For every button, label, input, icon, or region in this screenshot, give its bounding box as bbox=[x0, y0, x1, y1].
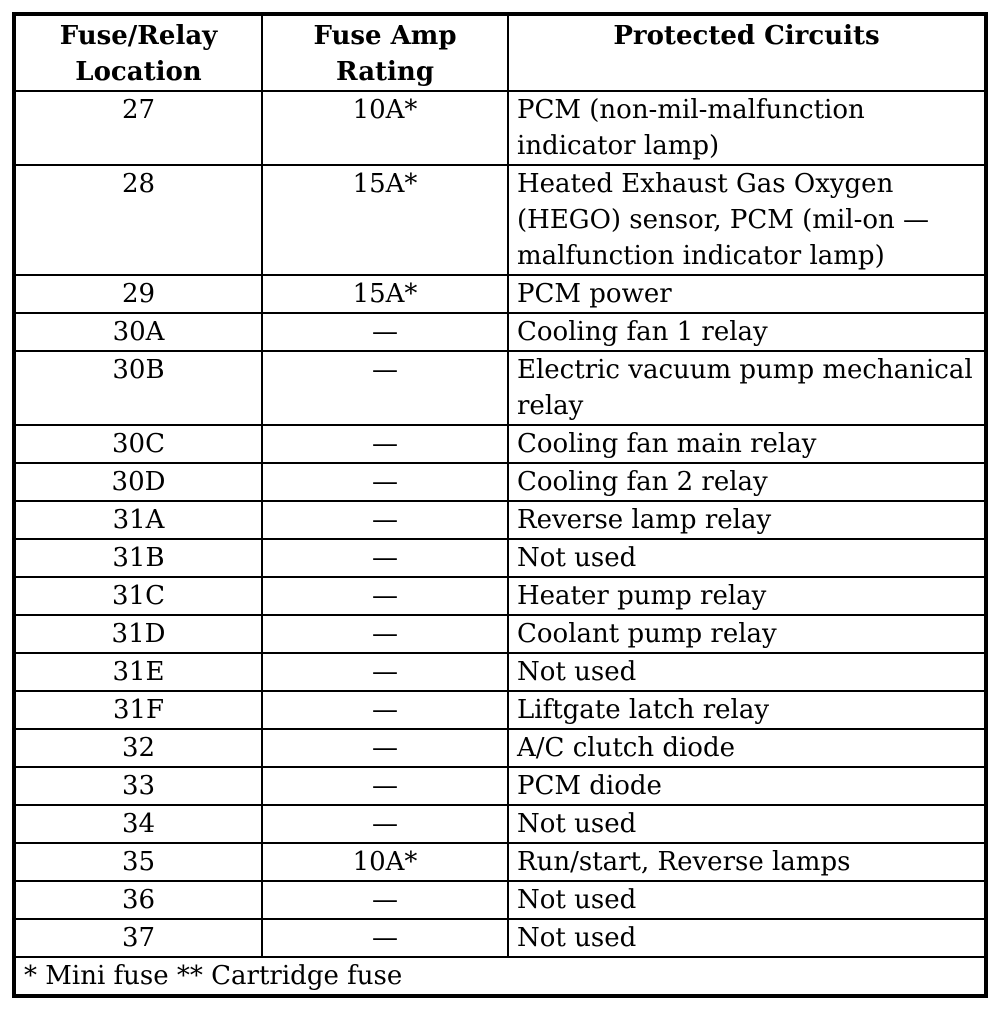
table-row bbox=[14, 615, 986, 653]
protected-circuits-cell bbox=[508, 691, 986, 729]
circuit-text-line: Cooling fan main relay bbox=[517, 429, 817, 459]
fuse-location-cell: 31D bbox=[14, 615, 262, 653]
amp-rating-cell: — bbox=[262, 919, 508, 957]
circuit-text-line: PCM diode bbox=[517, 771, 662, 801]
fuse-location-cell: 30D bbox=[14, 463, 262, 501]
circuit-text-line: PCM power bbox=[517, 279, 672, 309]
circuit-text-line: indicator lamp) bbox=[517, 131, 720, 161]
circuit-text-line: Not used bbox=[517, 543, 637, 573]
amp-rating-cell: — bbox=[262, 881, 508, 919]
header-amp-line2: Rating bbox=[335, 57, 435, 87]
table-row bbox=[14, 805, 986, 843]
circuit-text-line: Cooling fan 1 relay bbox=[517, 317, 768, 347]
table-row bbox=[14, 463, 986, 501]
header-amp-line1: Fuse Amp bbox=[313, 21, 457, 51]
fuse-location-cell: 29 bbox=[14, 275, 262, 313]
fuse-location-cell: 37 bbox=[14, 919, 262, 957]
fuse-location-cell: 36 bbox=[14, 881, 262, 919]
circuit-text-line: (HEGO) sensor, PCM (mil-on — bbox=[517, 205, 930, 235]
circuit-text-line: relay bbox=[517, 391, 584, 421]
circuit-text-line: Not used bbox=[517, 923, 637, 953]
protected-circuits-cell bbox=[508, 463, 986, 501]
header-location-line1: Fuse/Relay bbox=[59, 21, 218, 51]
table-row bbox=[14, 313, 986, 351]
table-row bbox=[14, 729, 986, 767]
protected-circuits-cell bbox=[508, 653, 986, 691]
header-circuits-label: Protected Circuits bbox=[613, 21, 880, 51]
amp-rating-cell: 15A* bbox=[262, 275, 508, 313]
circuit-text-line: Run/start, Reverse lamps bbox=[517, 847, 851, 877]
table-row bbox=[14, 501, 986, 539]
table-header bbox=[14, 14, 986, 91]
fuse-location-cell: 31F bbox=[14, 691, 262, 729]
amp-rating-cell: — bbox=[262, 313, 508, 351]
protected-circuits-cell bbox=[508, 881, 986, 919]
header-row bbox=[14, 14, 986, 91]
protected-circuits-cell bbox=[508, 767, 986, 805]
fuse-location-cell: 34 bbox=[14, 805, 262, 843]
table-row bbox=[14, 919, 986, 957]
footnote-row bbox=[14, 957, 986, 996]
protected-circuits-cell bbox=[508, 313, 986, 351]
amp-rating-cell: — bbox=[262, 805, 508, 843]
amp-rating-cell: — bbox=[262, 653, 508, 691]
circuit-text-line: A/C clutch diode bbox=[517, 733, 735, 763]
table-row bbox=[14, 843, 986, 881]
footnote: * Mini fuse ** Cartridge fuse bbox=[14, 957, 986, 996]
fuse-relay-table bbox=[12, 12, 988, 998]
fuse-location-cell: 33 bbox=[14, 767, 262, 805]
amp-rating-cell: — bbox=[262, 425, 508, 463]
fuse-location-cell: 28 bbox=[14, 165, 262, 275]
table-row bbox=[14, 351, 986, 425]
header-protected-circuits bbox=[508, 14, 986, 91]
fuse-location-cell: 31C bbox=[14, 577, 262, 615]
header-location bbox=[14, 14, 262, 91]
header-location-line2: Location bbox=[75, 57, 202, 87]
protected-circuits-cell bbox=[508, 351, 986, 425]
table-row bbox=[14, 165, 986, 275]
protected-circuits-cell bbox=[508, 577, 986, 615]
table-row bbox=[14, 577, 986, 615]
fuse-location-cell: 31A bbox=[14, 501, 262, 539]
circuit-text-line: Heater pump relay bbox=[517, 581, 767, 611]
fuse-location-cell: 30A bbox=[14, 313, 262, 351]
circuit-text-line: Coolant pump relay bbox=[517, 619, 777, 649]
amp-rating-cell: 10A* bbox=[262, 91, 508, 165]
protected-circuits-cell bbox=[508, 615, 986, 653]
circuit-text-line: Heated Exhaust Gas Oxygen bbox=[517, 169, 894, 199]
circuit-text-line: Not used bbox=[517, 885, 637, 915]
amp-rating-cell: 15A* bbox=[262, 165, 508, 275]
circuit-text-line: Reverse lamp relay bbox=[517, 505, 772, 535]
protected-circuits-cell bbox=[508, 805, 986, 843]
circuit-text-line: PCM (non-mil-malfunction bbox=[517, 95, 865, 125]
amp-rating-cell: — bbox=[262, 351, 508, 425]
fuse-location-cell: 32 bbox=[14, 729, 262, 767]
protected-circuits-cell bbox=[508, 275, 986, 313]
table-row bbox=[14, 425, 986, 463]
table-row bbox=[14, 653, 986, 691]
fuse-location-cell: 31B bbox=[14, 539, 262, 577]
fuse-location-cell: 27 bbox=[14, 91, 262, 165]
protected-circuits-cell bbox=[508, 501, 986, 539]
protected-circuits-cell bbox=[508, 843, 986, 881]
amp-rating-cell: — bbox=[262, 501, 508, 539]
fuse-location-cell: 30C bbox=[14, 425, 262, 463]
amp-rating-cell: — bbox=[262, 615, 508, 653]
amp-rating-cell: — bbox=[262, 767, 508, 805]
amp-rating-cell: — bbox=[262, 539, 508, 577]
table-row bbox=[14, 881, 986, 919]
table-row bbox=[14, 767, 986, 805]
amp-rating-cell: 10A* bbox=[262, 843, 508, 881]
amp-rating-cell: — bbox=[262, 577, 508, 615]
circuit-text-line: malfunction indicator lamp) bbox=[517, 241, 885, 271]
circuit-text-line: Electric vacuum pump mechanical bbox=[517, 355, 973, 385]
fuse-location-cell: 35 bbox=[14, 843, 262, 881]
header-amp-rating bbox=[262, 14, 508, 91]
protected-circuits-cell bbox=[508, 425, 986, 463]
circuit-text-line: Not used bbox=[517, 809, 637, 839]
protected-circuits-cell bbox=[508, 539, 986, 577]
table-body bbox=[14, 91, 986, 957]
table-row bbox=[14, 539, 986, 577]
amp-rating-cell: — bbox=[262, 463, 508, 501]
table-row bbox=[14, 275, 986, 313]
protected-circuits-cell bbox=[508, 729, 986, 767]
circuit-text-line: Liftgate latch relay bbox=[517, 695, 770, 725]
fuse-location-cell: 31E bbox=[14, 653, 262, 691]
fuse-location-cell: 30B bbox=[14, 351, 262, 425]
amp-rating-cell: — bbox=[262, 729, 508, 767]
amp-rating-cell: — bbox=[262, 691, 508, 729]
protected-circuits-cell bbox=[508, 919, 986, 957]
circuit-text-line: Not used bbox=[517, 657, 637, 687]
protected-circuits-cell bbox=[508, 165, 986, 275]
table-row bbox=[14, 91, 986, 165]
table-footer bbox=[14, 957, 986, 996]
protected-circuits-cell bbox=[508, 91, 986, 165]
table-row bbox=[14, 691, 986, 729]
circuit-text-line: Cooling fan 2 relay bbox=[517, 467, 768, 497]
